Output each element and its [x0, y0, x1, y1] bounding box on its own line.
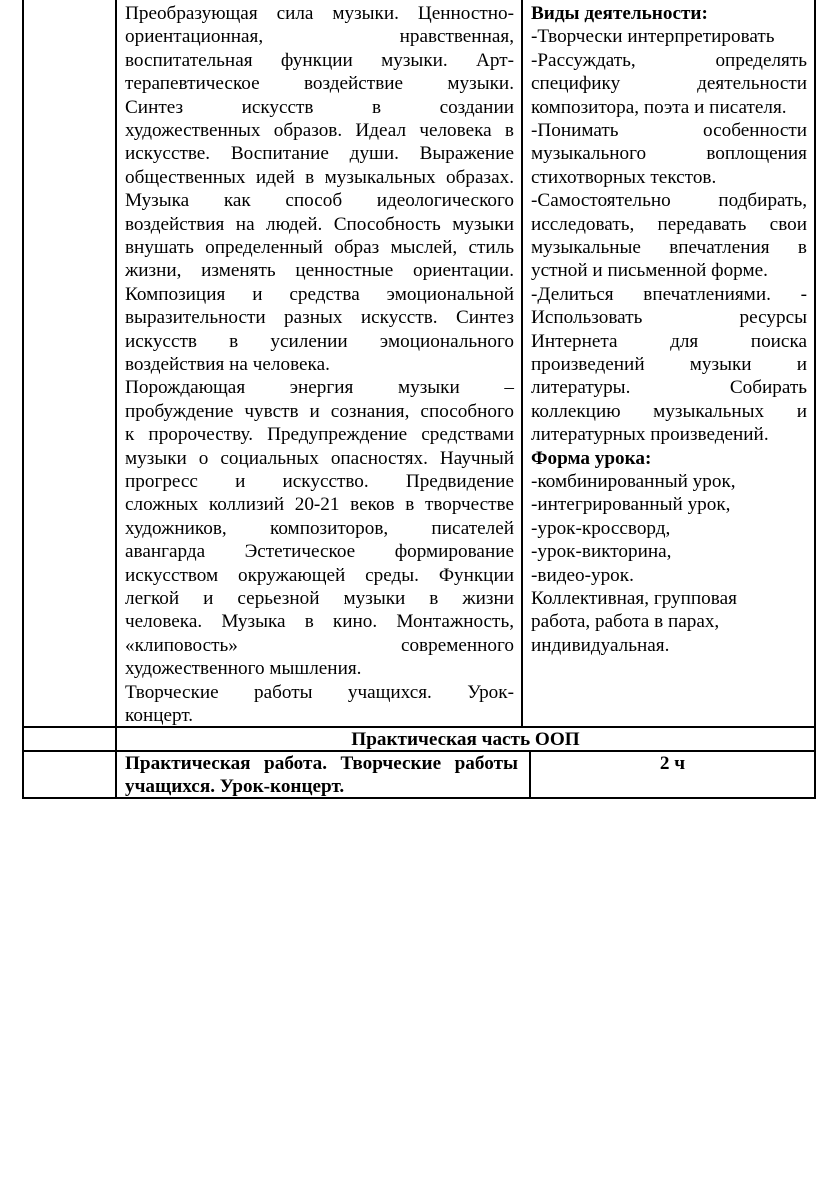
activities-line: -Самостоятельно подбирать,: [531, 190, 807, 212]
content-line: воздействия на людей. Способность музыки: [125, 213, 514, 235]
activities-line: -Понимать особенности: [531, 120, 807, 141]
content-line: авангарда Эстетическое формирование: [125, 541, 514, 563]
activities-line: Форма урока:: [531, 447, 652, 469]
practical-hours: 2 ч: [659, 753, 686, 774]
practical-title-line-2: учащихся. Урок-концерт.: [125, 776, 345, 797]
activities-line: Использовать ресурсы: [531, 307, 807, 329]
activities-line: -Делиться впечатлениями. -: [531, 283, 807, 305]
content-line: легкой и серьезной музыки в жизни: [125, 588, 514, 609]
activities-line: специфику деятельности: [531, 73, 807, 95]
content-line: выразительности разных искусств. Синтез: [125, 307, 514, 329]
content-line: Преобразующая сила музыки. Ценностно-: [125, 3, 514, 24]
column-divider-2: [521, 0, 523, 727]
content-line: ориентационная, нравственная,: [125, 26, 514, 48]
content-line: художественного мышления.: [125, 658, 362, 680]
section-heading: Практическая часть ООП: [351, 729, 580, 750]
practical-title-line-1: Практическая работа. Творческие работы: [125, 753, 518, 774]
content-line: прогресс и искусство. Предвидение: [125, 471, 514, 492]
activities-line: -урок-викторина,: [531, 541, 672, 563]
activities-line: -Творчески интерпретировать: [531, 26, 775, 48]
content-line: внушать определенный образ мыслей, стиль: [125, 237, 514, 258]
activities-line: -Рассуждать, определять: [531, 49, 807, 71]
activities-line: индивидуальная.: [531, 634, 670, 656]
content-line: Синтез искусств в создании: [125, 96, 514, 118]
activities-line: -интегрированный урок,: [531, 494, 731, 516]
content-line: Порождающая энергия музыки –: [125, 377, 514, 399]
table-border-right: [814, 0, 816, 798]
content-line: художников, композиторов, писателей: [125, 517, 514, 539]
content-line: терапевтическое воздействие музыки.: [125, 73, 514, 95]
content-line: музыки о социальных опасностях. Научный: [125, 447, 514, 469]
activities-line: музыкального воплощения: [531, 143, 807, 165]
column-divider-1: [115, 0, 117, 798]
activities-line: исследовать, передавать свои: [531, 213, 807, 235]
activities-line: -урок-кроссворд,: [531, 517, 671, 539]
content-line: «клиповость» современного: [125, 634, 514, 656]
content-line: Творческие работы учащихся. Урок-: [125, 681, 514, 703]
content-line: к пророчеству. Предупреждение средствами: [125, 424, 514, 446]
activities-line: работа, работа в парах,: [531, 611, 720, 633]
activities-line: -комбинированный урок,: [531, 471, 736, 492]
activities-line: Виды деятельности:: [531, 3, 708, 24]
table-border-left: [22, 0, 24, 798]
content-line: Музыка как способ идеологического: [125, 190, 514, 212]
content-line: искусством окружающей среды. Функции: [125, 564, 514, 586]
content-line: искусстве. Воспитание души. Выражение: [125, 143, 514, 165]
content-line: пробуждение чувств и сознания, способного: [125, 400, 514, 422]
content-line: Композиция и средства эмоциональной: [125, 283, 514, 305]
content-line: воздействия на человека.: [125, 354, 330, 375]
activities-line: музыкальные впечатления в: [531, 237, 807, 258]
activities-line: -видео-урок.: [531, 564, 634, 586]
activities-line: композитора, поэта и писателя.: [531, 96, 787, 118]
content-line: человека. Музыка в кино. Монтажность,: [125, 611, 514, 633]
content-line: концерт.: [125, 705, 194, 726]
activities-line: Коллективная, групповая: [531, 588, 737, 609]
activities-line: коллекцию музыкальных и: [531, 400, 807, 422]
activities-line: Интернета для поиска: [531, 330, 807, 352]
activities-line: литературы. Собирать: [531, 377, 807, 399]
content-line: воспитательная функции музыки. Арт-: [125, 49, 514, 71]
content-line: жизни, изменять ценностные ориентации.: [125, 260, 514, 282]
activities-line: стихотворных текстов.: [531, 166, 717, 188]
content-line: сложных коллизий 20-21 веков в творчестве: [125, 494, 514, 516]
content-line: художественных образов. Идеал человека в: [125, 120, 514, 141]
activities-line: устной и письменной форме.: [531, 260, 768, 282]
content-line: общественных идей в музыкальных образах.: [125, 166, 514, 188]
activities-line: литературных произведений.: [531, 424, 769, 446]
content-line: искусств в усилении эмоционального: [125, 330, 514, 352]
activities-line: произведений музыки и: [531, 354, 807, 375]
